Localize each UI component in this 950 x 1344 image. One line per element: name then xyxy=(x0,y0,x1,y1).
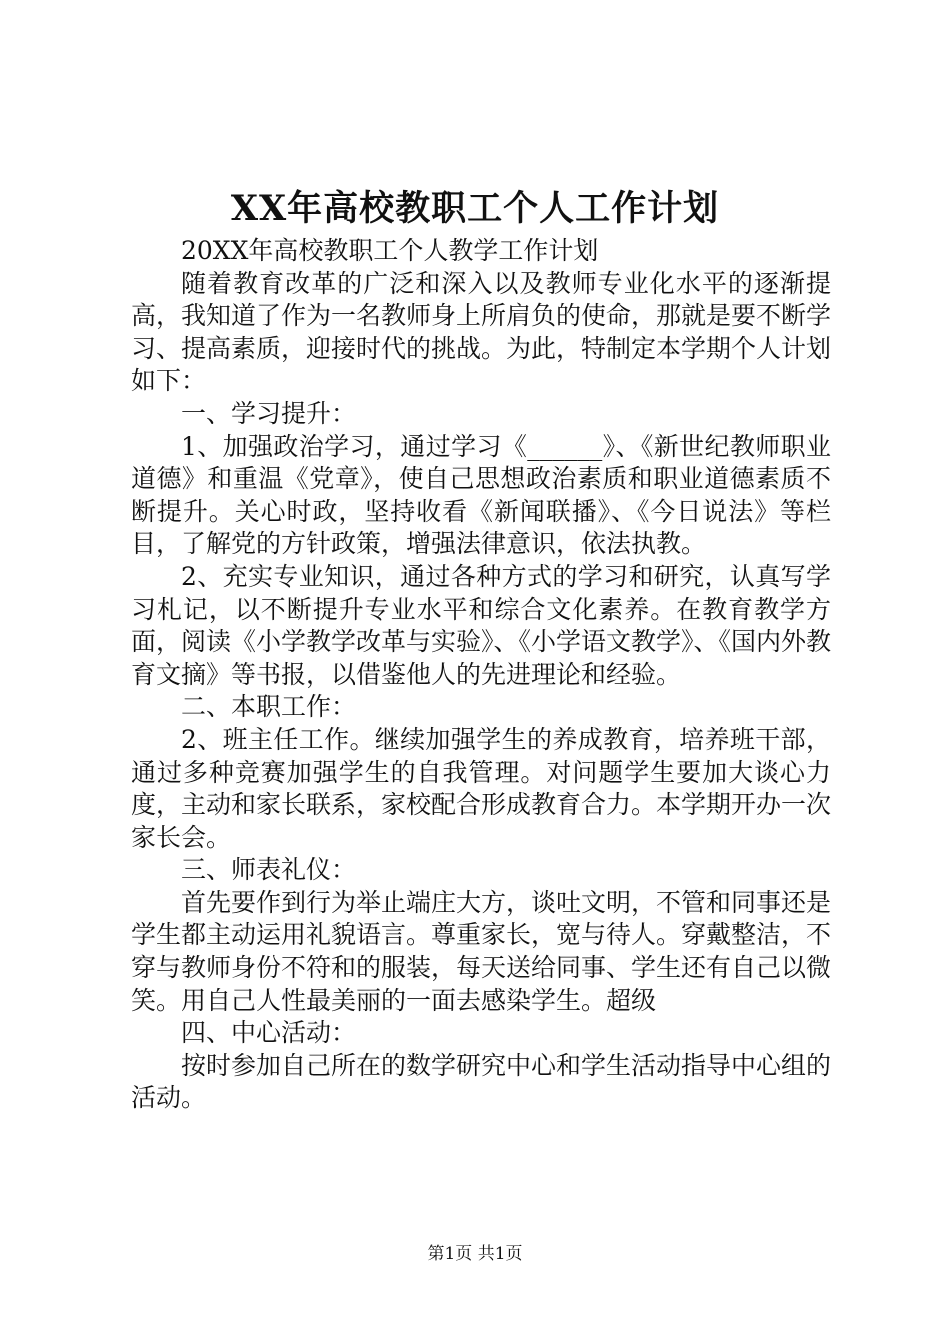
study-item-2-paragraph: 2、充实专业知识，通过各种方式的学习和研究，认真写学习札记，以不断提升专业水平和综合文化素养。在教育教学方面，阅读《小学教学改革与实验》、《小学语文教学》、《国内外教育文摘》等书报，以借鉴他人的先进理论和经验。 xyxy=(131,561,832,689)
duty-item-paragraph: 2、班主任工作。继续加强学生的养成教育，培养班干部，通过多种竞赛加强学生的自我管理。对问题学生要加大谈心力度，主动和家长联系，家校配合形成教育合力。本学期开办一次家长会。 xyxy=(131,724,832,852)
section-heading-duty: 二、本职工作： xyxy=(181,692,357,722)
section-heading-center: 四、中心活动： xyxy=(181,1018,357,1048)
document-title: XX年高校教职工个人工作计划 xyxy=(230,188,720,229)
page-footer: 第1页 共1页 xyxy=(427,1244,523,1264)
subtitle-paragraph: 20XX年高校教职工个人教学工作计划 xyxy=(181,236,599,265)
etiquette-paragraph: 首先要作到行为举止端庄大方，谈吐文明，不管和同事还是学生都主动运用礼貌语言。尊重家长，宽与待人。穿戴整洁，不穿与教师身份不符和的服装，每天送给同事、学生还有自己以微笑。用自己人性最美丽的一面去感染学生。超级 xyxy=(131,887,832,1015)
intro-paragraph: 随着教育改革的广泛和深入以及教师专业化水平的逐渐提高，我知道了作为一名教师身上所肩负的使命，那就是要不断学习、提高素质，迎接时代的挑战。为此，特制定本学期个人计划如下： xyxy=(131,268,832,396)
section-heading-study: 一、学习提升： xyxy=(181,398,357,428)
document-body xyxy=(131,235,831,1115)
section-heading-etiquette: 三、师表礼仪： xyxy=(181,855,357,885)
center-activity-paragraph: 按时参加自己所在的数学研究中心和学生活动指导中心组的活动。 xyxy=(131,1050,832,1113)
study-item-1-paragraph: 1、加强政治学习，通过学习《______》、《新世纪教师职业道德》和重温《党章》，使自己思想政治素质和职业道德素质不断提升。关心时政，坚持收看《新闻联播》、《今日说法》等栏目，了解党的方针政策，增强法律意识，依法执教。 xyxy=(131,431,831,559)
